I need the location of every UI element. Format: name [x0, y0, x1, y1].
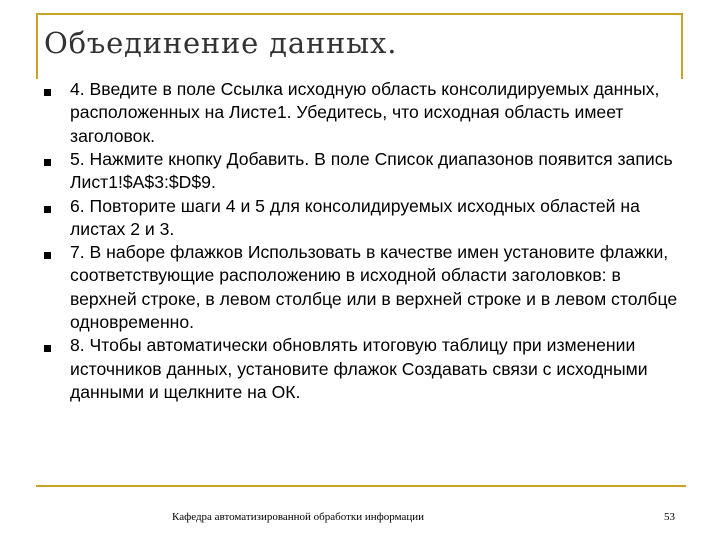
square-bullet-icon — [44, 345, 51, 352]
list-item-text: 5. Нажмите кнопку Добавить. В поле Список диапазонов появится запись Лист1!$A$3:$D$9. — [70, 149, 673, 193]
slide-title: Объединение данных. — [44, 26, 398, 60]
list-item — [44, 148, 684, 195]
list-item — [44, 241, 684, 334]
list-item-text: 8. Чтобы автоматически обновлять итоговую таблицу при изменении источников данных, установите флажок Создавать связи с исходными данными и щелкните на ОК. — [70, 335, 648, 402]
list-item — [44, 78, 684, 148]
footer-text: Кафедра автоматизированной обработки информации — [172, 511, 425, 523]
title-frame-left-line — [36, 13, 38, 79]
square-bullet-icon — [44, 252, 51, 259]
title-frame-top-line — [36, 13, 683, 15]
footer-divider — [36, 485, 686, 487]
bullet-list — [44, 78, 684, 404]
list-item-text: 6. Повторите шаги 4 и 5 для консолидируемых исходных областей на листах 2 и 3. — [70, 195, 640, 239]
list-item-text: 7. В наборе флажков Использовать в качестве имен установите флажки, соответствующие расположению в исходной области заголовков: в верхней строке, в левом столбце или в верхней строке и в левом столбце одновременно. — [70, 242, 678, 333]
list-item-text: 4. Введите в поле Ссылка исходную область консолидируемых данных, расположенных на Листе1. Убедитесь, что исходная область имеет заголовок. — [70, 79, 660, 146]
title-frame-right-line — [681, 13, 683, 79]
square-bullet-icon — [44, 159, 51, 166]
list-item — [44, 334, 684, 404]
square-bullet-icon — [44, 89, 51, 96]
square-bullet-icon — [44, 206, 51, 213]
page-number: 53 — [664, 511, 675, 523]
list-item — [44, 195, 684, 242]
